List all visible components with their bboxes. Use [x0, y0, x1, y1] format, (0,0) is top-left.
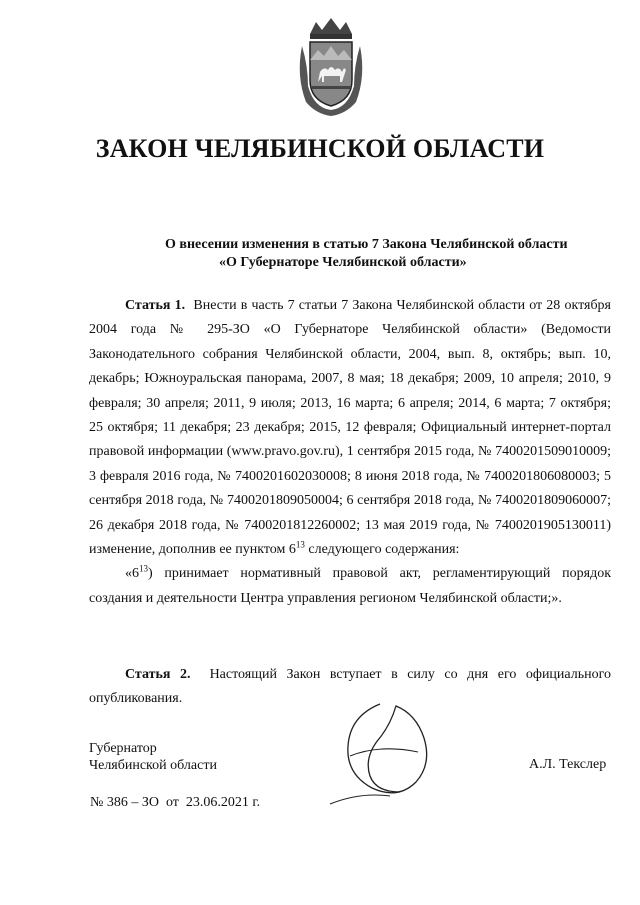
article-1-quote [89, 562, 611, 611]
signer-name: А.Л. Текслер [529, 757, 607, 772]
article-2-text: Настоящий Закон вступает в силу со дня его официального опубликования. [89, 667, 612, 707]
handwritten-signature-icon [320, 696, 440, 808]
law-number: № 386 – ЗО [90, 795, 159, 810]
quote-open: «6 [125, 566, 139, 582]
chelyabinsk-coat-of-arms-icon [296, 16, 366, 120]
governor-position [89, 740, 217, 774]
law-date: 23.06.2021 г. [185, 795, 261, 810]
position-line-1: Губернатор [89, 741, 157, 756]
article-2-label: Статья 2. [125, 667, 191, 682]
document-title: ЗАКОН ЧЕЛЯБИНСКОЙ ОБЛАСТИ [95, 134, 545, 163]
article-1-text-end: следующего содержания: [304, 542, 460, 558]
position-line-2: Челябинской области [89, 758, 217, 773]
article-1-sup: 13 [295, 539, 305, 550]
law-from: от [165, 795, 179, 810]
quote-sup: 13 [139, 563, 148, 574]
law-number-line [90, 795, 260, 811]
law-subtitle [140, 236, 580, 272]
article-1-text: Внести в часть 7 статьи 7 Закона Челябинской области от 28 октября 2004 года № 295-ЗО «О Губернаторе Челябинской области» (Ведомости Законодательного собрания Челябинской области, 2004, вып. 8, октябрь; вып. 10, декабрь; Южноуральская панорама, 2007, 8 мая; 18 декабря; 2009, 10 апреля; 2010, 9 февраля; 30 апреля; 2011, 9 июля; 2013, 16 марта; 6 апреля; 2014, 6 марта; 7 октября; 25 октября; 11 декабря; 23 декабря; 2015, 12 февраля; Официальный интернет-портал правовой информации (www.pravo.gov.ru), 1 сентября 2015 года, № 7400201509010009; 3 февраля 2016 года, № 7400201602030008; 8 июня 2018 года, № 7400201806080003; 5 сентября 2018 года, № 7400201809050004; 6 сентября 2018 года, № 7400201809060007; 26 декабря 2018 года, № 7400201812260002; 13 мая 2019 года, № 7400201905130011) изменение, дополнив ее пунктом 6 [89, 298, 612, 558]
article-1-label: Статья 1. [125, 298, 186, 313]
subtitle-line-1: О внесении изменения в статью 7 Закона Челябинской области [165, 237, 568, 252]
article-1-paragraph [89, 294, 611, 562]
quote-text: ) принимает нормативный правовой акт, регламентирующий порядок создания и деятельности Центра управления регионом Челябинской области;». [89, 566, 611, 606]
subtitle-line-2: «О Губернаторе Челябинской области» [219, 255, 467, 270]
article-1 [89, 294, 611, 611]
